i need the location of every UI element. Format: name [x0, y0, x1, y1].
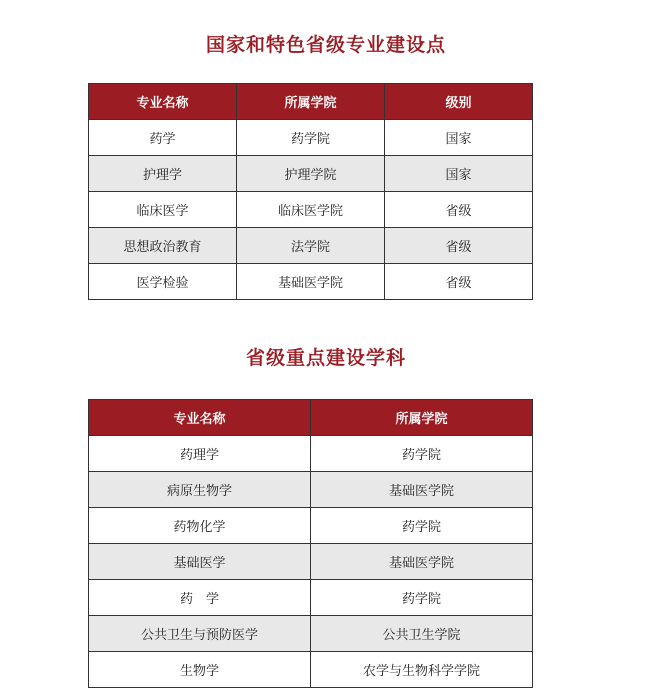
cell-college: 药学院: [237, 120, 385, 156]
table-header-row: [89, 400, 533, 436]
table-row: [89, 652, 533, 688]
column-header-college: 所属学院: [237, 84, 385, 120]
cell-major-name: 药学: [89, 120, 237, 156]
table-header-row: [89, 84, 533, 120]
key-disciplines-table: [88, 399, 533, 688]
cell-major-name: 生物学: [89, 652, 311, 688]
cell-major-name: 药 学: [89, 580, 311, 616]
cell-college: 药学院: [311, 508, 533, 544]
table-row: [89, 580, 533, 616]
cell-level: 省级: [385, 228, 533, 264]
cell-major-name: 药物化学: [89, 508, 311, 544]
column-header-major-name: 专业名称: [89, 400, 311, 436]
section-title-key-disciplines: 省级重点建设学科: [245, 347, 406, 369]
cell-college: 临床医学院: [237, 192, 385, 228]
cell-college: 法学院: [237, 228, 385, 264]
cell-major-name: 药理学: [89, 436, 311, 472]
table-row: [89, 264, 533, 300]
cell-level: 省级: [385, 192, 533, 228]
cell-major-name: 思想政治教育: [89, 228, 237, 264]
table-row: [89, 472, 533, 508]
cell-college: 农学与生物科学学院: [311, 652, 533, 688]
cell-college: 基础医学院: [237, 264, 385, 300]
cell-college: 基础医学院: [311, 544, 533, 580]
table-row: [89, 192, 533, 228]
cell-major-name: 病原生物学: [89, 472, 311, 508]
table-row: [89, 544, 533, 580]
table-row: [89, 508, 533, 544]
table-row: [89, 436, 533, 472]
cell-major-name: 基础医学: [89, 544, 311, 580]
cell-college: 公共卫生学院: [311, 616, 533, 652]
section-title-national-majors: 国家和特色省级专业建设点: [205, 34, 446, 56]
cell-college: 基础医学院: [311, 472, 533, 508]
table-row: [89, 616, 533, 652]
cell-major-name: 公共卫生与预防医学: [89, 616, 311, 652]
cell-college: 药学院: [311, 436, 533, 472]
table-row: [89, 156, 533, 192]
cell-major-name: 临床医学: [89, 192, 237, 228]
national-majors-table: [88, 83, 533, 300]
table-row: [89, 228, 533, 264]
table-row: [89, 120, 533, 156]
column-header-major-name: 专业名称: [89, 84, 237, 120]
cell-major-name: 护理学: [89, 156, 237, 192]
cell-college: 护理学院: [237, 156, 385, 192]
cell-major-name: 医学检验: [89, 264, 237, 300]
cell-level: 省级: [385, 264, 533, 300]
cell-level: 国家: [385, 156, 533, 192]
column-header-level: 级别: [385, 84, 533, 120]
column-header-college: 所属学院: [311, 400, 533, 436]
cell-level: 国家: [385, 120, 533, 156]
cell-college: 药学院: [311, 580, 533, 616]
